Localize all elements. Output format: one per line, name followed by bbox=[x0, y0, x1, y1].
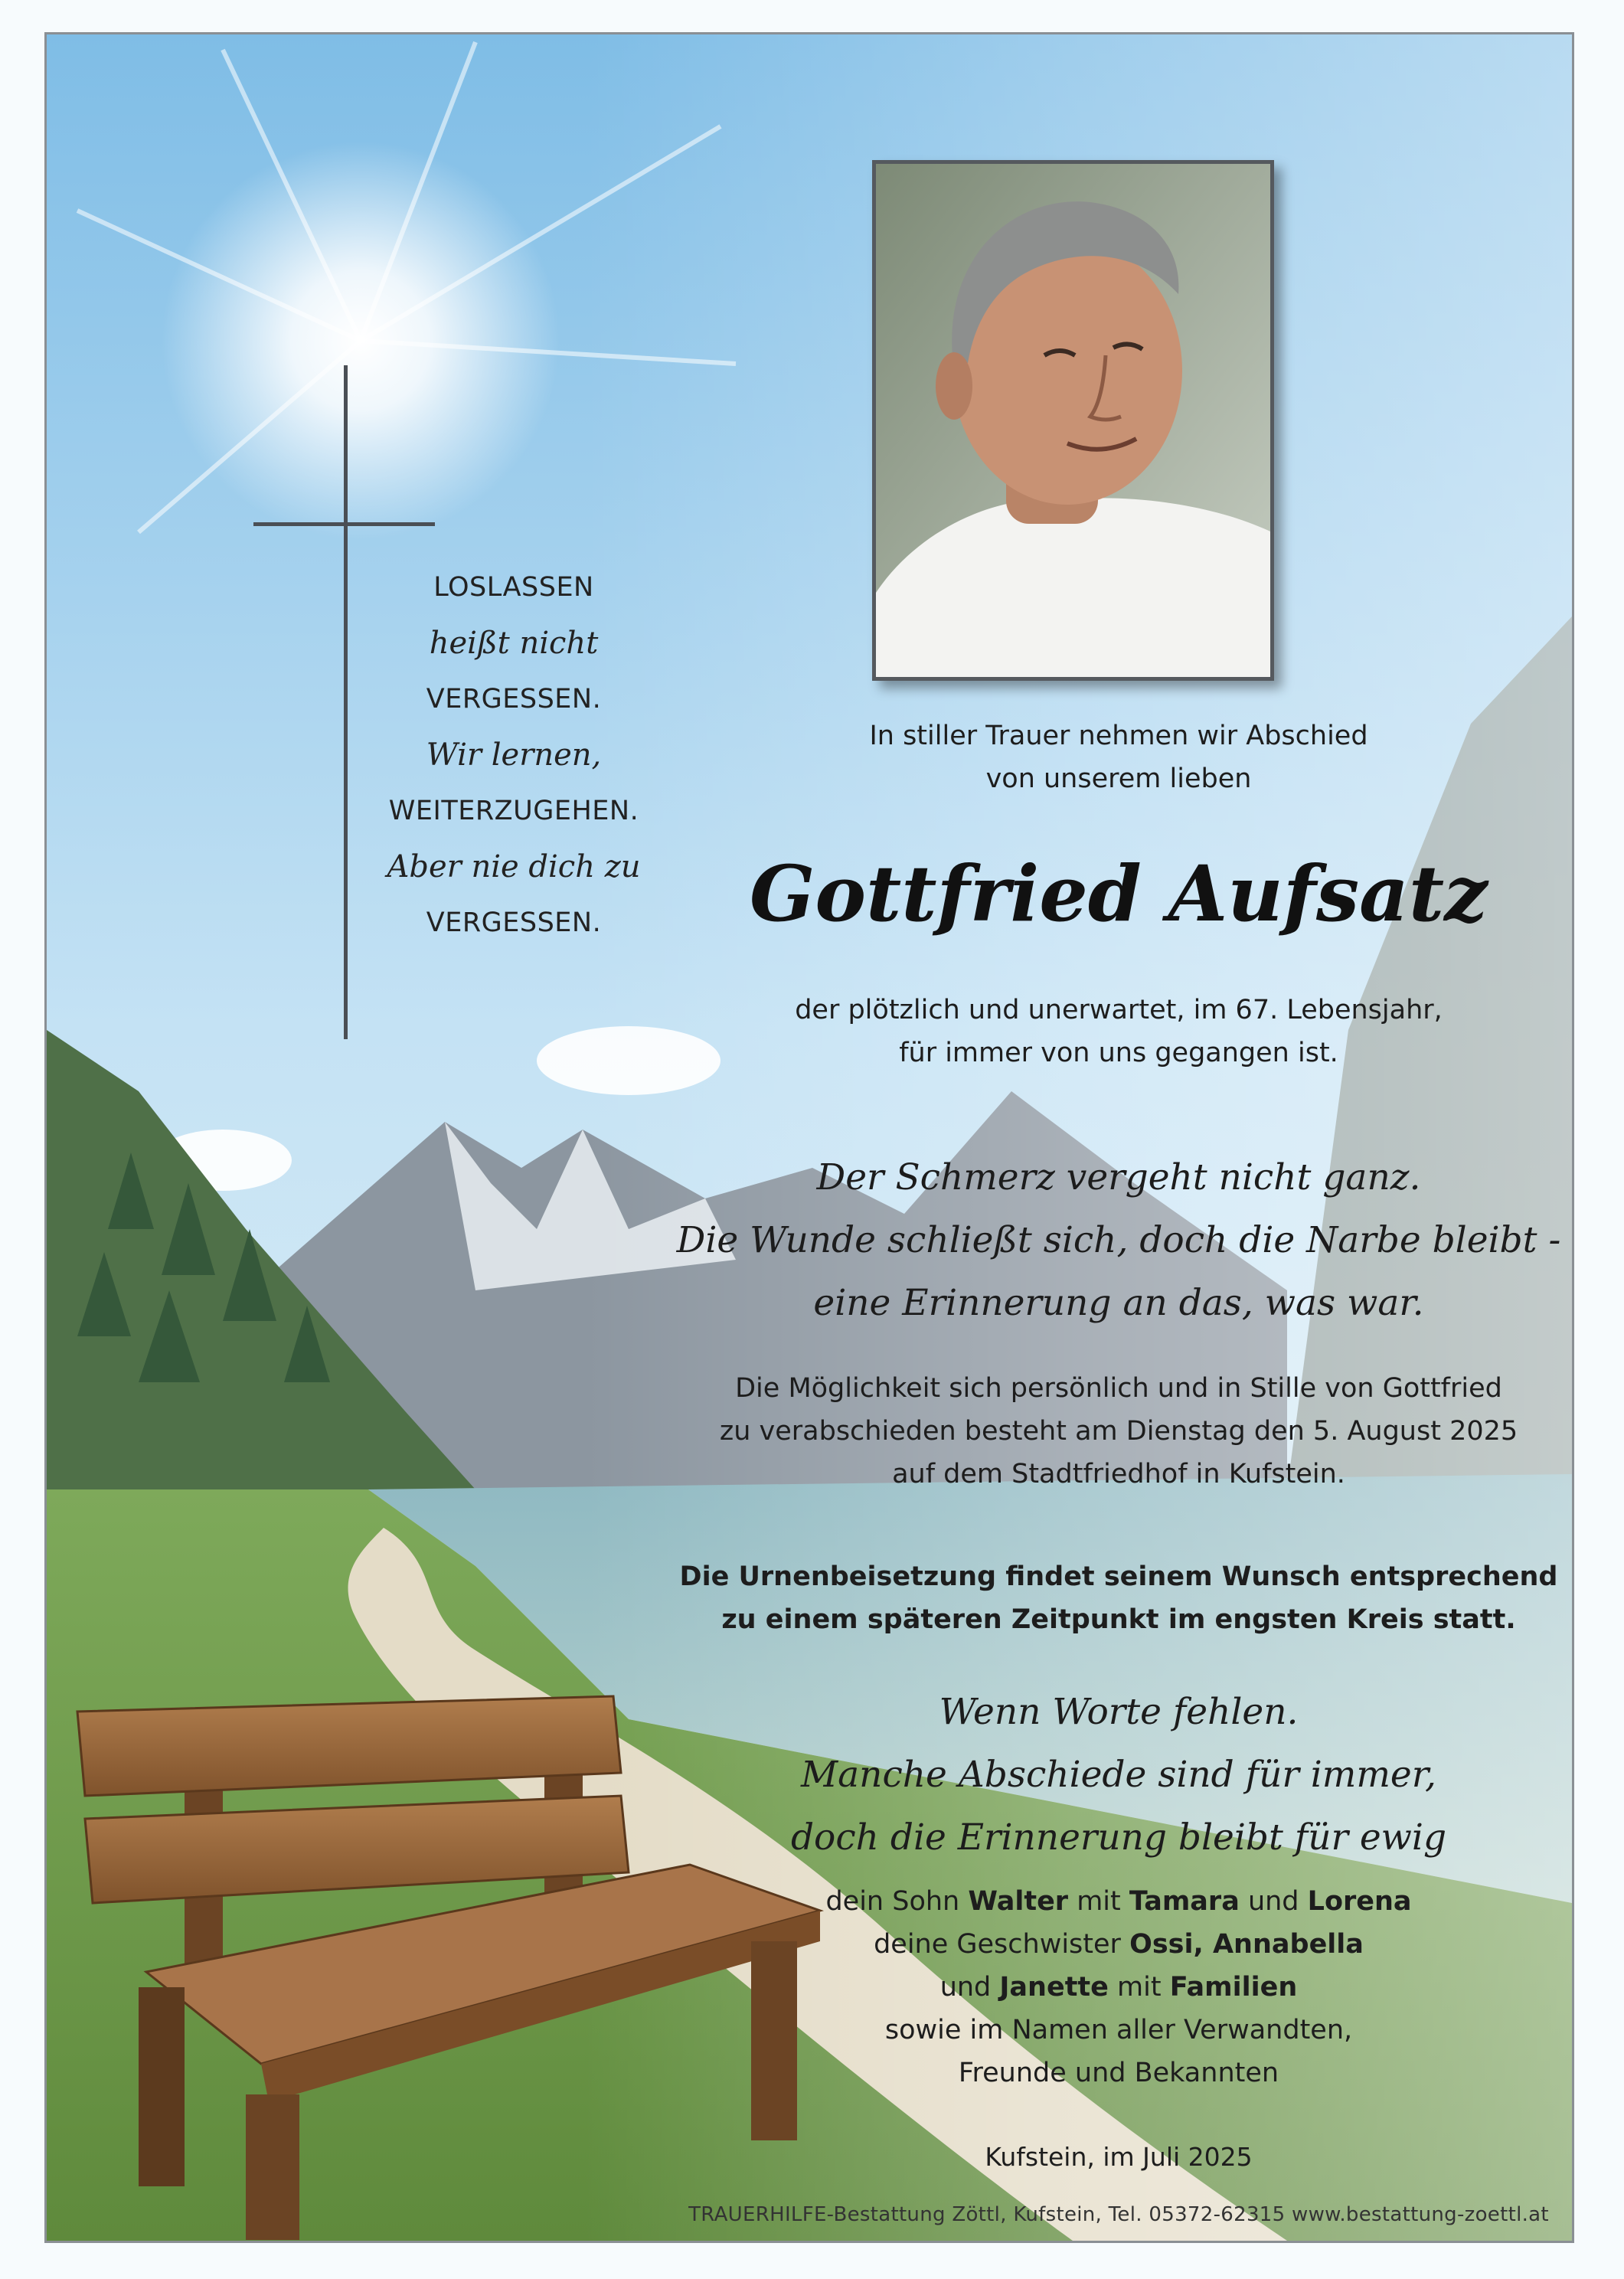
poem-line: Wir lernen, bbox=[426, 737, 602, 773]
passing-line: für immer von uns gegangen ist. bbox=[899, 1038, 1338, 1068]
urn-line: Die Urnenbeisetzung findet seinem Wunsch entsprechend bbox=[679, 1561, 1558, 1592]
cross-icon-bar bbox=[253, 522, 435, 526]
mourners-line: Freunde und Bekannten bbox=[958, 2058, 1279, 2088]
mourners-text: deine Geschwister bbox=[874, 1929, 1130, 1960]
mourner-name: Ossi, Annabella bbox=[1129, 1929, 1364, 1960]
mourner-name: Familien bbox=[1169, 1972, 1298, 2003]
mourner-name: Walter bbox=[968, 1886, 1069, 1917]
poem-line: VERGESSEN. bbox=[426, 907, 602, 938]
mourner-name: Tamara bbox=[1129, 1886, 1240, 1917]
quote-line: Manche Abschiede sind für immer, bbox=[801, 1754, 1436, 1796]
poem-line: LOSLASSEN bbox=[433, 572, 594, 603]
mourner-name: Lorena bbox=[1307, 1886, 1412, 1917]
mourners-text: dein Sohn bbox=[825, 1886, 969, 1917]
mourners-text: und bbox=[939, 1972, 1000, 2003]
mourners-text: mit bbox=[1108, 1972, 1170, 2003]
poem-line: Aber nie dich zu bbox=[387, 849, 641, 884]
intro-line: von unserem lieben bbox=[985, 763, 1252, 794]
quote-line: Der Schmerz vergeht nicht ganz. bbox=[816, 1156, 1421, 1198]
urn-line: zu einem späteren Zeitpunkt im engsten Kreis statt. bbox=[721, 1604, 1516, 1635]
mourner-name: Janette bbox=[999, 1972, 1109, 2003]
poem-line: WEITERZUGEHEN. bbox=[388, 796, 639, 826]
intro-text bbox=[675, 714, 1563, 800]
quote-line: doch die Erinnerung bleibt für ewig bbox=[790, 1816, 1447, 1859]
obituary-card bbox=[44, 32, 1574, 2243]
passing-text bbox=[675, 989, 1563, 1074]
quote-2 bbox=[675, 1681, 1563, 1869]
quote-1 bbox=[675, 1146, 1563, 1335]
mourners-list bbox=[675, 1880, 1563, 2094]
farewell-line: auf dem Stadtfriedhof in Kufstein. bbox=[892, 1459, 1345, 1489]
cross-icon bbox=[344, 365, 348, 1039]
intro-line: In stiller Trauer nehmen wir Abschied bbox=[869, 721, 1368, 751]
farewell-line: Die Möglichkeit sich persönlich und in Stille von Gottfried bbox=[735, 1373, 1502, 1404]
mourners-line bbox=[675, 1923, 1563, 1966]
quote-line: Die Wunde schließt sich, doch die Narbe bleibt - bbox=[676, 1219, 1561, 1261]
farewell-text bbox=[675, 1367, 1563, 1496]
mourners-line bbox=[675, 1966, 1563, 2009]
portrait-photo bbox=[872, 160, 1274, 681]
funeral-home-footer: TRAUERHILFE-Bestattung Zöttl, Kufstein, Tel. 05372-62315 www.bestattung-zoettl.at bbox=[688, 2203, 1549, 2226]
urn-text bbox=[675, 1555, 1563, 1641]
deceased-name: Gottfried Aufsatz bbox=[750, 848, 1488, 939]
passing-line: der plötzlich und unerwartet, im 67. Lebensjahr, bbox=[795, 995, 1443, 1025]
quote-line: Wenn Worte fehlen. bbox=[939, 1691, 1299, 1733]
mourners-line: sowie im Namen aller Verwandten, bbox=[884, 2015, 1353, 2045]
quote-line: eine Erinnerung an das, was war. bbox=[813, 1282, 1424, 1324]
poem-line: heißt nicht bbox=[429, 626, 599, 661]
poem-line: VERGESSEN. bbox=[426, 684, 602, 714]
mourners-line bbox=[675, 1880, 1563, 1923]
place-date: Kufstein, im Juli 2025 bbox=[985, 2142, 1253, 2172]
mourners-text: mit bbox=[1068, 1886, 1129, 1917]
poem bbox=[353, 560, 675, 951]
farewell-line: zu verabschieden besteht am Dienstag den 5. August 2025 bbox=[719, 1416, 1518, 1447]
mourners-text: und bbox=[1239, 1886, 1308, 1917]
